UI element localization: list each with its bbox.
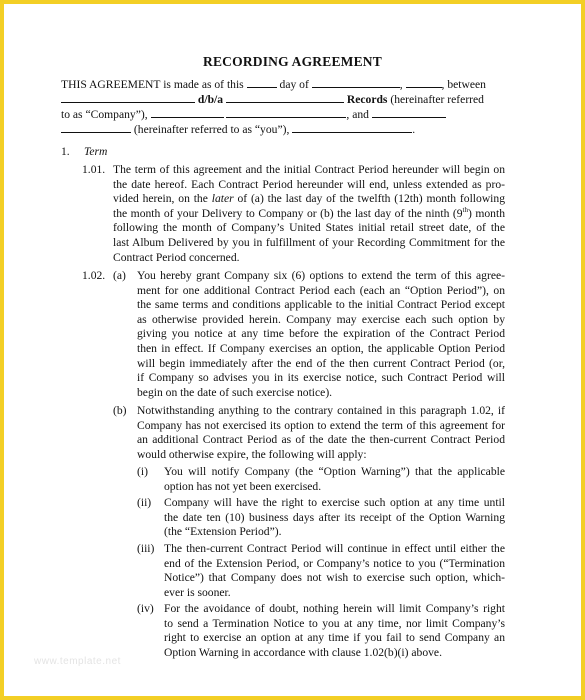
artist-blank[interactable]	[61, 121, 131, 133]
subparagraph-label: (a)	[113, 269, 126, 282]
text-line: (the “Extension Period”).	[164, 525, 282, 539]
text-line: the date hereof. Each Contract Period hereunder will end, unless extended as pro-	[113, 177, 505, 191]
address-blank[interactable]	[292, 121, 412, 133]
text-line: as otherwise provided herein. Company may exercise each such option by	[137, 312, 505, 326]
month-blank[interactable]	[312, 76, 400, 88]
text-line: right to exercise an option at any time if you fail to send Company an	[164, 631, 505, 645]
text-line: Company will have the right to exercise such option at any time until	[164, 496, 505, 509]
text-line: Option Warning in accordance with clause 1.02(b)(i) above.	[164, 645, 442, 659]
intro-text: , and	[346, 108, 369, 121]
company-blank-2[interactable]	[226, 106, 346, 118]
intro-line-4	[61, 121, 415, 137]
section-heading: Term	[84, 145, 108, 158]
text-line: You hereby grant Company six (6) options to extend the term of this agree-	[137, 269, 505, 282]
day-blank[interactable]	[247, 76, 277, 88]
intro-line-3	[61, 106, 446, 122]
text-line: For the avoidance of doubt, nothing herein will limit Company’s right	[164, 602, 505, 615]
text-line: Contract Period concerned.	[113, 250, 240, 264]
section-number: 1.	[61, 145, 70, 158]
year-blank[interactable]	[406, 76, 442, 88]
text-line: Company has not exercised its option to extend the term of this agreement for	[137, 418, 505, 432]
intro-text: (hereinafter referred to as “you”),	[133, 123, 290, 136]
item-number: (iv)	[137, 602, 154, 615]
text-line: the month of your Delivery to Company or (b) the last day of the ninth (9th) month	[113, 205, 506, 220]
text-line: last Album Delivered by you in fulfillment of your Recording Commitment for the	[113, 235, 505, 249]
paragraph-1-01	[113, 163, 505, 265]
paragraph-number: 1.01.	[82, 163, 106, 176]
paragraph-number: 1.02.	[82, 269, 106, 282]
item-number: (i)	[137, 465, 148, 478]
text-line: would otherwise expire, the following will apply:	[137, 447, 367, 461]
intro-line-1	[61, 76, 486, 92]
text-line: then in effect. If Company exercises an option, the applicable Option Period	[137, 341, 505, 355]
text-line: giving you notice at any time before the expiration of the Contract Period	[137, 327, 505, 341]
text-line: Notwithstanding anything to the contrary contained in this paragraph 1.02, if	[137, 404, 505, 417]
paragraph-1-02-a	[137, 269, 505, 400]
text-line: option has not yet been exercised.	[164, 479, 322, 493]
item-iv	[164, 602, 505, 660]
intro-text: .	[412, 123, 416, 136]
intro-text: to as “Company”),	[61, 108, 148, 121]
text-line: vided herein, on the later of (a) the last day of the twelfth (12th) month following	[113, 192, 506, 206]
subparagraph-label: (b)	[113, 404, 127, 417]
party-blank[interactable]	[372, 106, 446, 118]
text-line: ever is sooner.	[164, 585, 231, 599]
intro-text: , between	[441, 78, 486, 91]
document-title: RECORDING AGREEMENT	[203, 54, 382, 69]
document-page	[4, 4, 581, 696]
watermark: www.template.net	[34, 656, 121, 667]
dba-label: d/b/a	[197, 93, 224, 106]
text-line: end of the Extension Period, or Company’s notice to you (“Termination	[164, 556, 505, 570]
text-line: to send a Termination Notice to you at any time, nor limit Company’s	[164, 616, 505, 630]
item-ii	[164, 496, 505, 540]
text-line: following the month of Company’s United States initial retail street date, of the	[113, 221, 505, 235]
dba-blank[interactable]	[226, 91, 344, 103]
text-line: the same terms and conditions applicable to the initial Contract Period except	[137, 298, 505, 312]
text-line: ment for one additional Contract Period each (each an “Option Period”), on	[137, 283, 505, 297]
name-blank[interactable]	[61, 91, 195, 103]
intro-text: (hereinafter referred	[390, 93, 484, 106]
intro-text: ,	[399, 78, 403, 91]
text-line: if Company so advises you in its exercise notice, such Contract Period will	[137, 371, 505, 385]
item-i	[164, 465, 505, 494]
intro-text: THIS AGREEMENT is made as of this	[61, 78, 244, 91]
text-line: The then-current Contract Period will continue in effect until either the	[164, 542, 505, 555]
intro-text: day of	[279, 78, 309, 91]
item-iii	[164, 542, 505, 600]
text-line: Notice”) that Company does not wish to exercise such option, which-	[164, 571, 505, 585]
item-number: (ii)	[137, 496, 152, 509]
paragraph-1-02-b	[137, 404, 505, 462]
text-line: begin on the date of such exercise notice).	[137, 385, 333, 399]
text-line: the date ten (10) business days after its receipt of the Option Warning	[164, 510, 505, 524]
text-line: an additional Contract Period as of the date the then-current Contract Period	[137, 433, 505, 447]
records-label: Records	[346, 93, 388, 106]
item-number: (iii)	[137, 542, 155, 555]
intro-line-2	[61, 91, 484, 107]
company-blank-1[interactable]	[151, 106, 224, 118]
text-line: You will notify Company (the “Option Warning”) that the applicable	[164, 465, 505, 478]
text-line: The term of this agreement and the initial Contract Period hereunder will begin on	[113, 163, 505, 176]
text-line: will begin immediately after the end of the then current Contract Period (or,	[137, 356, 505, 370]
